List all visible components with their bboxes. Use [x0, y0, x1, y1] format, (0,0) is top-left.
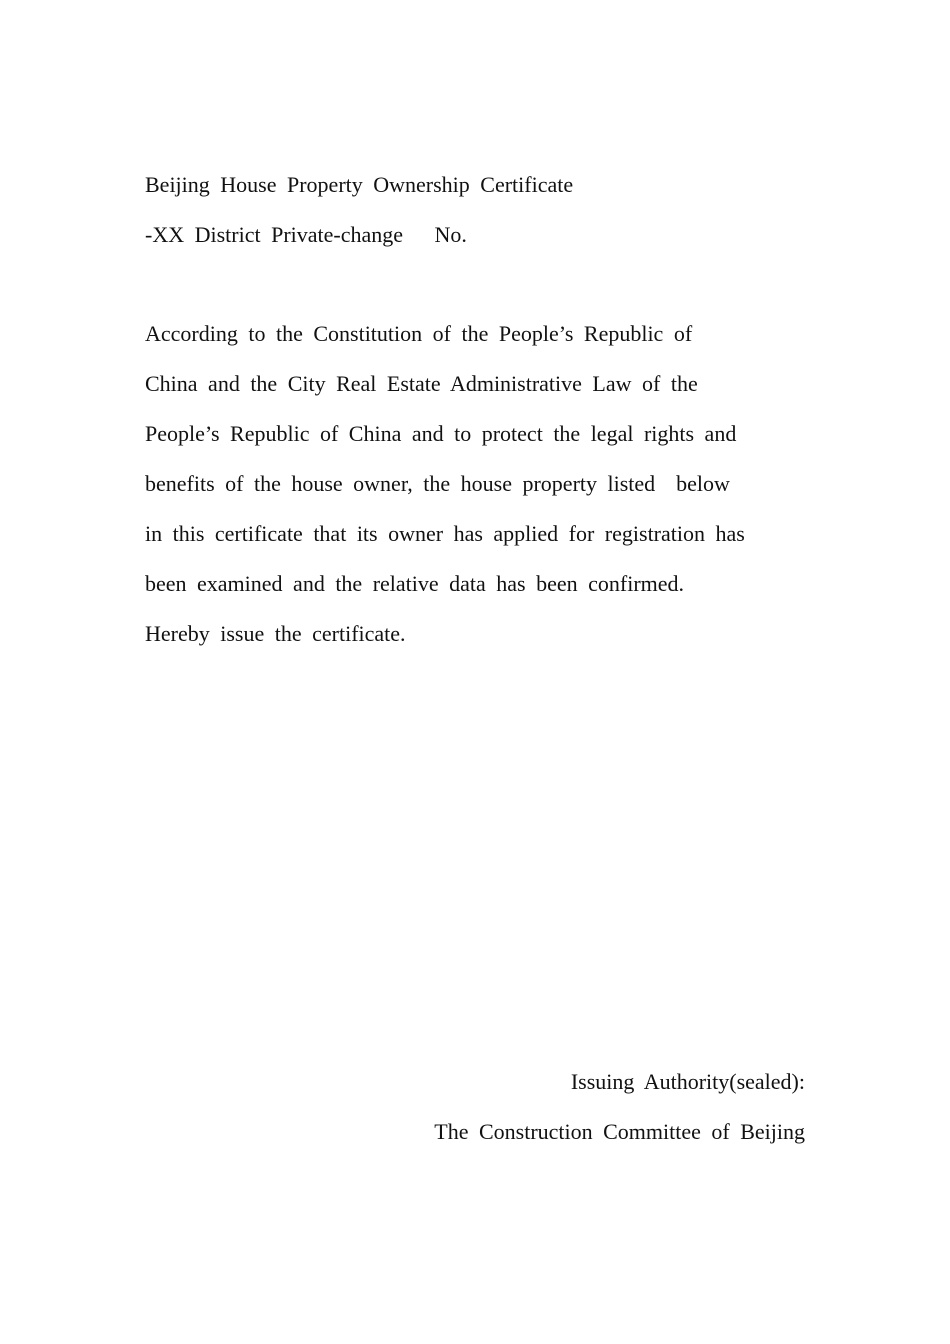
body-line-6: been examined and the relative data has been confirmed. [145, 571, 685, 596]
body-line-7: Hereby issue the certificate. [145, 621, 406, 646]
body-line-5: in this certificate that its owner has applied for registration has [145, 521, 745, 546]
body-line-2: China and the City Real Estate Administrative Law of the [145, 371, 698, 396]
body-line-4: benefits of the house owner, the house property listed below [145, 471, 730, 496]
issuing-authority-name: The Construction Committee of Beijing [434, 1119, 805, 1144]
body-line-3: People’s Republic of China and to protect the legal rights and [145, 421, 737, 446]
certificate-title: Beijing House Property Ownership Certificate [145, 172, 574, 197]
certificate-number-line: -XX District Private-change No. [145, 222, 467, 247]
body-line-1: According to the Constitution of the People’s Republic of [145, 321, 693, 346]
issuing-authority-label: Issuing Authority(sealed): [570, 1069, 805, 1094]
